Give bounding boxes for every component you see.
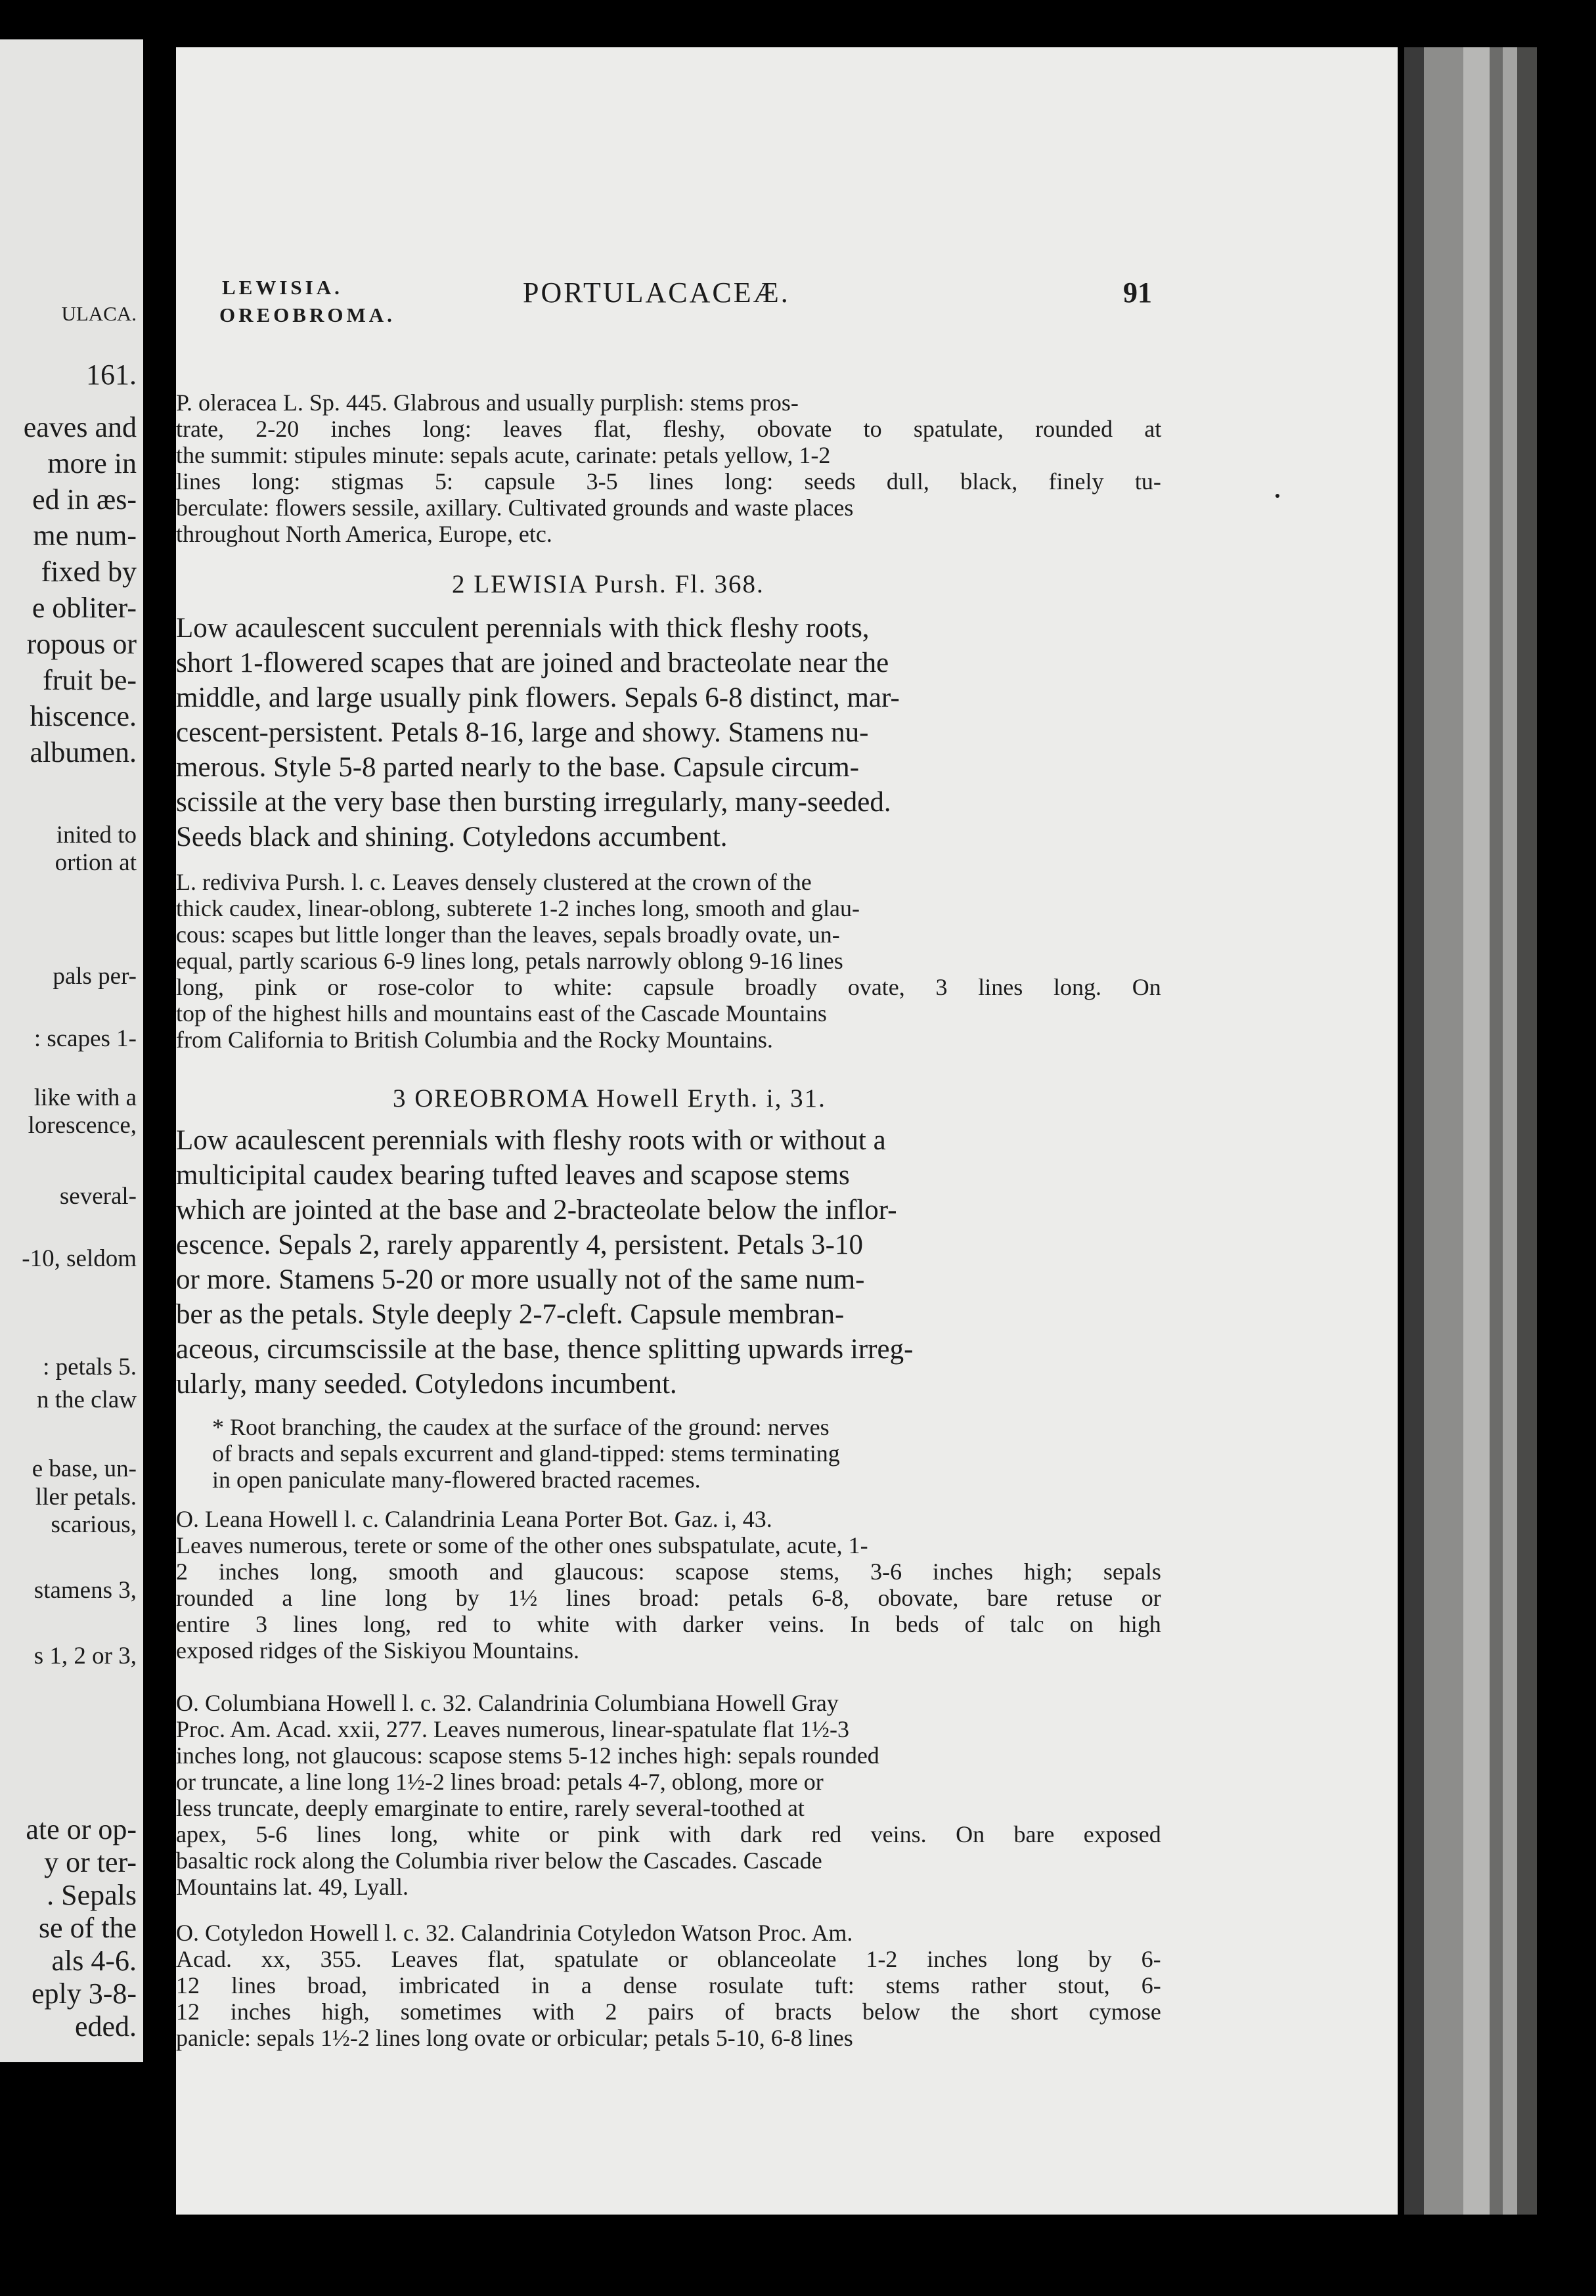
facing-page-text-line: 161.: [86, 359, 137, 391]
text-line: panicle: sepals 1½-2 lines long ovate or orbicular; petals 5-10, 6-8 lines: [176, 2025, 853, 2051]
text-line: Seeds black and shining. Cotyledons accumbent.: [176, 822, 728, 852]
text-line: scissile at the very base then bursting irregularly, many-seeded.: [176, 787, 891, 818]
page-edge-strip: [1463, 47, 1490, 2215]
facing-page-text-line: y or ter-: [44, 1846, 137, 1878]
text-line: exposed ridges of the Siskiyou Mountains.: [176, 1637, 579, 1664]
facing-page-text-line: als 4-6.: [51, 1945, 137, 1977]
facing-page-text-line: n the claw: [36, 1386, 137, 1413]
text-line: trate, 2-20 inches long: leaves flat, fleshy, obovate to spatulate, rounded at: [176, 416, 1162, 442]
text-line: less truncate, deeply emarginate to entire, rarely several-toothed at: [176, 1795, 805, 1821]
facing-page-text-line: ULACA.: [61, 302, 137, 325]
text-line: apex, 5-6 lines long, white or pink with dark red veins. On bare exposed: [176, 1821, 1161, 1847]
text-line: 2 inches long, smooth and glaucous: scapose stems, 3-6 inches high; sepals: [176, 1558, 1161, 1585]
text-line: 12 inches high, sometimes with 2 pairs of bracts below the short cymose: [176, 1998, 1161, 2025]
text-line: Acad. xx, 355. Leaves flat, spatulate or oblanceolate 1-2 inches long by 6-: [176, 1946, 1161, 1972]
text-line: in open paniculate many-flowered bracted racemes.: [212, 1467, 701, 1493]
text-line: ber as the petals. Style deeply 2-7-cleft. Capsule membran-: [176, 1299, 845, 1330]
text-line: berculate: flowers sessile, axillary. Cultivated grounds and waste places: [176, 495, 854, 521]
text-line: P. oleracea L. Sp. 445. Glabrous and usually purplish: stems pros-: [176, 389, 799, 416]
text-line: escence. Sepals 2, rarely apparently 4, persistent. Petals 3-10: [176, 1229, 863, 1260]
text-line: * Root branching, the caudex at the surface of the ground: nerves: [212, 1414, 830, 1440]
facing-page-text-line: eded.: [74, 2010, 137, 2042]
text-line: O. Columbiana Howell l. c. 32. Calandrinia Columbiana Howell Gray: [176, 1690, 839, 1716]
text-line: of bracts and sepals excurrent and gland-tipped: stems terminating: [212, 1440, 840, 1467]
facing-page-text-line: fixed by: [41, 556, 137, 588]
running-head-family: PORTULACACEÆ.: [523, 276, 790, 309]
text-line: middle, and large usually pink flowers. Sepals 6-8 distinct, mar-: [176, 682, 900, 713]
text-line: long, pink or rose-color to white: capsule broadly ovate, 3 lines long. On: [176, 974, 1161, 1000]
text-line: thick caudex, linear-oblong, subterete 1-2 inches long, smooth and glau-: [176, 895, 860, 921]
text-line: or truncate, a line long 1½-2 lines broad: petals 4-7, oblong, more or: [176, 1769, 824, 1795]
running-head-genus-1: LEWISIA.: [222, 276, 343, 299]
text-line: the summit: stipules minute: sepals acute, carinate: petals yellow, 1-2: [176, 442, 831, 468]
facing-page-text-line: ller petals.: [35, 1484, 137, 1511]
text-line: ularly, many seeded. Cotyledons incumbent.: [176, 1369, 677, 1400]
facing-page-text-line: : scapes 1-: [33, 1025, 137, 1052]
facing-page-text-line: ortion at: [55, 849, 137, 876]
genus-heading-oreobroma: 3 OREOBROMA Howell Eryth. i, 31.: [393, 1084, 826, 1113]
facing-page-text-line: more in: [47, 447, 137, 479]
facing-page-text-line: e obliter-: [32, 592, 137, 624]
text-line: inches long, not glaucous: scapose stems 5-12 inches high: sepals rounded: [176, 1742, 879, 1769]
facing-page-fragment: [0, 39, 143, 2062]
text-line: equal, partly scarious 6-9 lines long, petals narrowly oblong 9-16 lines: [176, 948, 843, 974]
facing-page-text-line: me num-: [33, 519, 137, 552]
text-line: O. Leana Howell l. c. Calandrinia Leana Porter Bot. Gaz. i, 43.: [176, 1506, 772, 1532]
facing-page-text-line: eaves and: [23, 411, 137, 443]
text-line: or more. Stamens 5-20 or more usually not of the same num-: [176, 1264, 865, 1295]
text-line: Proc. Am. Acad. xxii, 277. Leaves numerous, linear-spatulate flat 1½-3: [176, 1716, 850, 1742]
facing-page-text-line: hiscence.: [30, 700, 137, 732]
facing-page-text-line: : petals 5.: [43, 1354, 137, 1380]
page-edge-strip: [1424, 47, 1463, 2215]
facing-page-text-line: scarious,: [51, 1511, 137, 1538]
facing-page-text-line: stamens 3,: [33, 1577, 137, 1604]
page-edge-strip: [1490, 47, 1503, 2215]
facing-page-text-line: pals per-: [53, 963, 137, 990]
text-line: from California to British Columbia and the Rocky Mountains.: [176, 1027, 773, 1053]
text-line: L. rediviva Pursh. l. c. Leaves densely clustered at the crown of the: [176, 869, 812, 895]
text-line: basaltic rock along the Columbia river below the Cascades. Cascade: [176, 1847, 822, 1874]
facing-page-text-line: . Sepals: [47, 1879, 137, 1911]
facing-page-text-line: lorescence,: [28, 1112, 137, 1139]
text-line: aceous, circumscissile at the base, thence splitting upwards irreg-: [176, 1334, 914, 1365]
facing-page-text-line: fruit be-: [43, 664, 137, 696]
facing-page-text-line: se of the: [38, 1912, 137, 1944]
facing-page-text-line: e base, un-: [32, 1455, 137, 1482]
page-edge-strip: [1517, 47, 1537, 2215]
facing-page-text-line: inited to: [56, 822, 137, 849]
text-line: 12 lines broad, imbricated in a dense rosulate tuft: stems rather stout, 6-: [176, 1972, 1161, 1998]
facing-page-text-line: -10, seldom: [22, 1245, 137, 1272]
text-line: throughout North America, Europe, etc.: [176, 521, 552, 547]
facing-page-text-line: several-: [59, 1183, 137, 1210]
genus-heading-lewisia: 2 LEWISIA Pursh. Fl. 368.: [452, 570, 765, 598]
page-edge-strip: [1503, 47, 1517, 2215]
facing-page-text-line: ropous or: [26, 628, 137, 660]
running-head-genus-2: OREOBROMA.: [219, 303, 395, 326]
text-line: lines long: stigmas 5: capsule 3-5 lines long: seeds dull, black, finely tu-: [176, 468, 1161, 495]
text-line: multicipital caudex bearing tufted leaves and scapose stems: [176, 1160, 850, 1191]
facing-page-text-line: s 1, 2 or 3,: [33, 1643, 137, 1669]
text-line: Low acaulescent succulent perennials with thick fleshy roots,: [176, 613, 870, 644]
facing-page-text-line: like with a: [33, 1084, 137, 1111]
text-line: merous. Style 5-8 parted nearly to the base. Capsule circum-: [176, 752, 860, 783]
text-line: rounded a line long by 1½ lines broad: petals 6-8, obovate, bare retuse or: [176, 1585, 1161, 1611]
facing-page-text-line: ate or op-: [26, 1813, 137, 1845]
facing-page-text-line: albumen.: [30, 736, 137, 768]
facing-page-text-line: eply 3-8-: [31, 1977, 137, 2010]
page-edge-strip: [1404, 47, 1424, 2215]
main-page: [176, 47, 1398, 2215]
text-line: Mountains lat. 49, Lyall.: [176, 1874, 409, 1900]
page-number: 91: [1123, 276, 1152, 309]
text-line: which are jointed at the base and 2-bracteolate below the inflor-: [176, 1195, 897, 1225]
text-line: top of the highest hills and mountains east of the Cascade Mountains: [176, 1000, 827, 1027]
text-line: Leaves numerous, terete or some of the other ones subspatulate, acute, 1-: [176, 1532, 868, 1558]
text-line: cous: scapes but little longer than the leaves, sepals broadly ovate, un-: [176, 921, 840, 948]
text-line: cescent-persistent. Petals 8-16, large and showy. Stamens nu-: [176, 717, 869, 748]
text-line: O. Cotyledon Howell l. c. 32. Calandrinia Cotyledon Watson Proc. Am.: [176, 1920, 853, 1946]
text-line: short 1-flowered scapes that are joined and bracteolate near the: [176, 648, 889, 678]
stray-mark: [1275, 494, 1279, 498]
facing-page-text-line: ed in æs-: [32, 483, 137, 516]
text-line: Low acaulescent perennials with fleshy roots with or without a: [176, 1125, 886, 1156]
text-line: entire 3 lines long, red to white with darker veins. In beds of talc on high: [176, 1611, 1161, 1637]
